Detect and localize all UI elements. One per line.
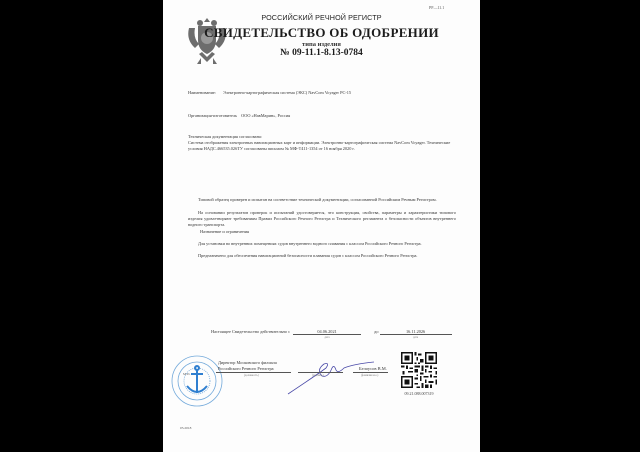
name-caption: (фамилия и.о.): [361, 374, 379, 377]
document-subtitle: типа изделия: [302, 41, 341, 48]
valid-to-label: до: [374, 329, 379, 334]
qr-code-number: 09.21.088.007319: [404, 391, 434, 396]
stamp-anchor-icon: [171, 355, 223, 407]
valid-from-field: [293, 329, 361, 339]
validity-label: Настоящее Свидетельство действительно с: [211, 329, 290, 334]
valid-to-field: [380, 329, 452, 339]
tech-doc-section: [188, 134, 456, 151]
form-edition: 05.2018: [180, 426, 192, 430]
paragraph-conformity: На основании результатов проверок и испытаний удостоверяется, что конструкция, свойства, параметры и характеристики типового изделия удовлетворяют требованиям Правил Российского Речного Регистра и Технического регламента о безопасности объектов внутреннего водного транспорта.: [188, 210, 456, 227]
manufacturer-label: Организация-изготовитель: [188, 113, 238, 118]
paragraph-installation: Для установки во внутренних помещениях судов внутреннего водного плавания с классом Российского Речного Регистра.: [198, 241, 422, 246]
paragraph-tested: Типовой образец проверен и испытан на соответствие технической документации, согласованной Российским Речным Регистром.: [198, 197, 437, 202]
stamp-label: М.П.: [183, 372, 191, 376]
tech-doc-heading: Техническая документация согласована:: [188, 134, 262, 139]
signature-caption: (подпись): [312, 374, 324, 377]
signature-line: [298, 372, 343, 377]
date-caption: дата: [324, 336, 330, 339]
signer-title-line-1: Директор Московского филиала: [218, 360, 277, 365]
signer-name: Белоусов В.М.: [359, 366, 387, 371]
certificate-number: № 09-11.1-8.13-0784: [280, 48, 363, 58]
valid-to-date: 16.11.2026: [405, 329, 426, 334]
qr-code-icon: [401, 352, 437, 388]
paragraph-purpose: Предназначено для обеспечения навигационной безопасности плавания судов с классом Российского Речного Регистра.: [198, 253, 418, 258]
date-caption: дата: [413, 336, 419, 339]
position-line: [216, 372, 291, 377]
valid-from-date: 04.06.2021: [317, 329, 337, 334]
name-line: [353, 372, 388, 377]
registry-name: РОССИЙСКИЙ РЕЧНОЙ РЕГИСТР: [261, 13, 382, 22]
tech-doc-text: Система отображения электронных навигационных карт и информации. Электронно-картографическая система NavCom Voyager. Технические условия НАДС.466535.026ТУ согласованы письмом № МФ-Т411-1354 от 16 ноября 2020 г.: [188, 139, 451, 151]
signer-position: [218, 360, 277, 371]
manufacturer-row: [188, 113, 290, 119]
product-name-label: Наименование:: [188, 90, 216, 95]
purpose-heading: Назначение и ограничения: [200, 229, 249, 234]
document-title: СВИДЕТЕЛЬСТВО ОБ ОДОБРЕНИИ: [204, 25, 439, 40]
manufacturer-value: ООО «НавМарин», Россия: [241, 113, 291, 118]
product-name-row: [188, 90, 351, 96]
signer-title-line-2: Российского Речного Регистра: [218, 365, 274, 371]
certificate-page: [163, 0, 480, 452]
product-name-value: Электронно-картографическая система (ЭКС) NavCom Voyager PC-15: [223, 90, 352, 95]
form-code: РР—11.1: [429, 5, 445, 10]
validity-row: [211, 329, 452, 339]
position-caption: (должность): [244, 374, 259, 377]
